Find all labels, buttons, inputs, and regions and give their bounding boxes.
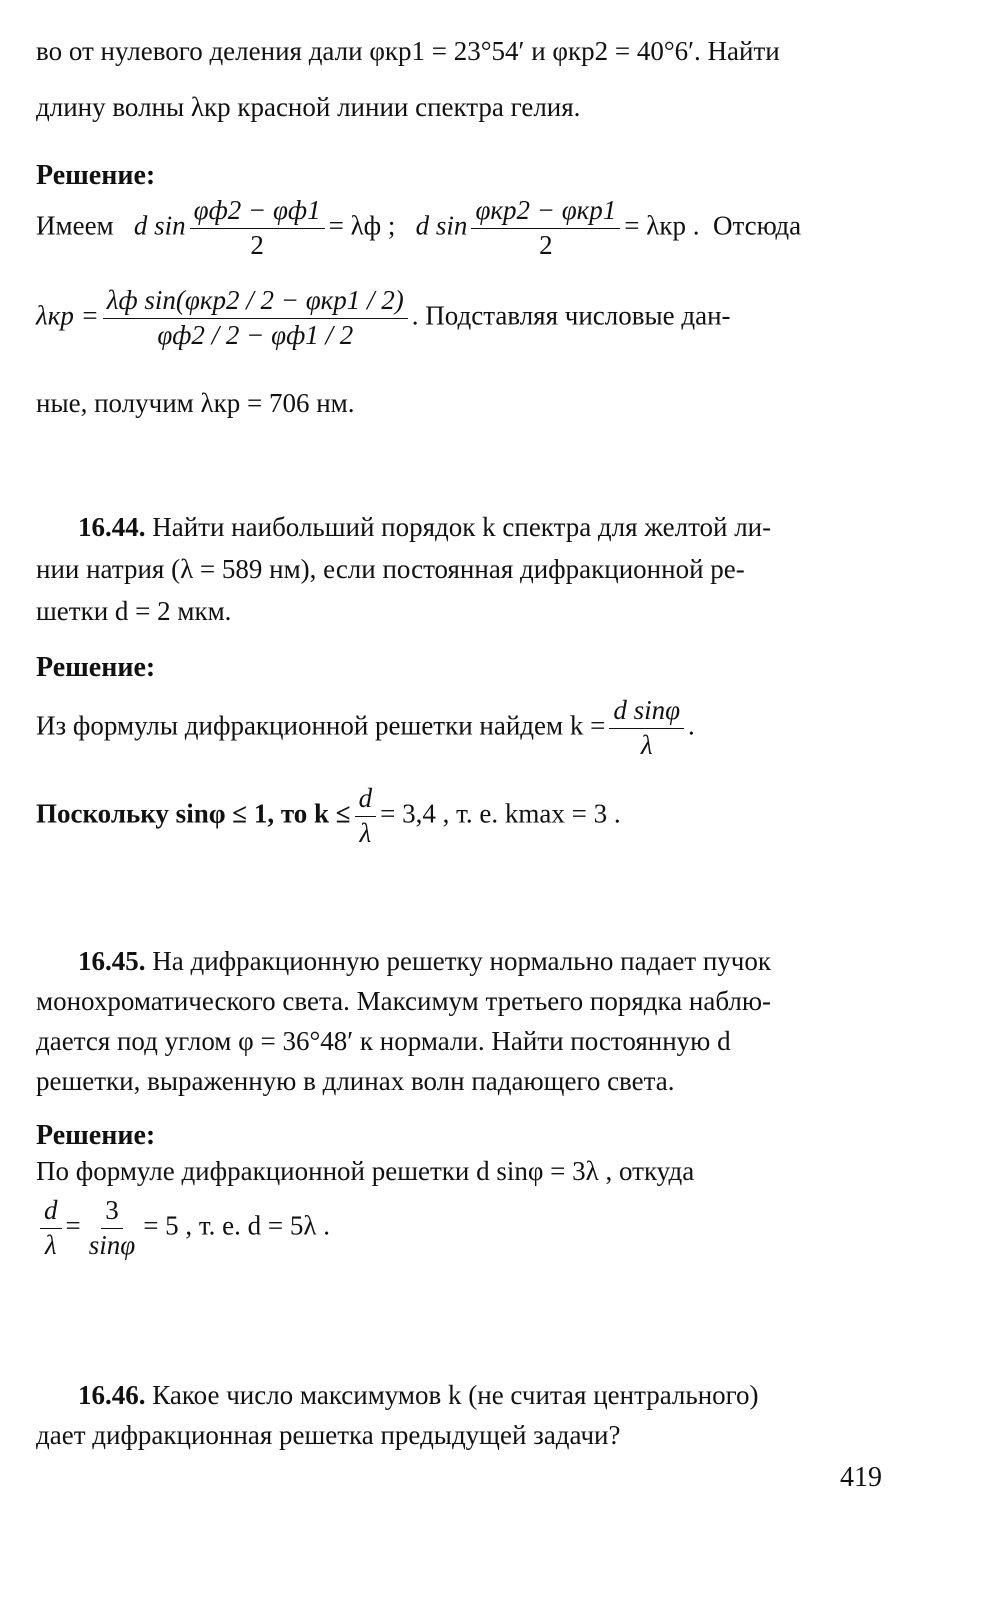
- equation-line: [36, 286, 731, 350]
- equation-text: = 5 , т. е. d = 5λ .: [143, 1210, 330, 1241]
- fraction-numerator: d sinφ: [609, 696, 684, 729]
- problem-line: [78, 512, 771, 543]
- text-line: во от нулевого деления дали φкр1 = 23°54′ и φкр2 = 40°6′. Найти: [36, 36, 780, 66]
- problem-line: нии натрия (λ = 589 нм), если постоянная дифракционной ре-: [36, 554, 745, 584]
- fraction: [85, 1196, 139, 1260]
- equation-line: Имеем d sin $\frac{\varphi ф2 - \varphi ф1}{2}$ = λф ; d sin $\frac{\text{φкр2 − φкр1}}{2}$ = λкр . Отсюда: [36, 195, 802, 260]
- problem-line: монохроматического света. Максимум третьего порядка наблю-: [36, 986, 772, 1016]
- fraction-denominator: λ: [44, 1229, 57, 1260]
- equation-text: = λф ;: [328, 210, 396, 241]
- equation-text: = 3,4 , т. е. kmax = 3 .: [380, 798, 621, 829]
- equation-text: Имеем: [36, 210, 114, 241]
- problem-line: дает дифракционная решетка предыдущей задачи?: [36, 1420, 621, 1450]
- fraction-numerator: d: [355, 784, 377, 817]
- solution-heading: Решение:: [36, 160, 156, 191]
- text-line: По формуле дифракционной решетки d sinφ = 3λ , откуда: [36, 1156, 695, 1186]
- equation-line: [36, 784, 621, 848]
- problem-number: 16.44.: [78, 512, 146, 542]
- text-line: ные, получим λкр = 706 нм.: [36, 388, 355, 418]
- problem-line: [78, 1380, 759, 1411]
- solution-heading: Решение:: [36, 1120, 156, 1151]
- fraction: [103, 286, 408, 350]
- equation-text: . Подставляя числовые дан-: [411, 300, 731, 331]
- text-line: длину волны λкр красной линии спектра гелия.: [36, 92, 581, 122]
- equation-text: Отсюда: [712, 210, 802, 241]
- fraction-denominator: sinφ: [88, 1229, 136, 1260]
- page-number: 419: [840, 1462, 882, 1493]
- fraction: [609, 696, 684, 760]
- problem-line: [78, 946, 771, 977]
- fraction-denominator: φф2 / 2 − φф1 / 2: [157, 319, 354, 350]
- fraction-numerator: φкр2 − φкр1: [471, 196, 620, 229]
- equation-text: λкр =: [36, 300, 99, 331]
- solution-heading: Решение:: [36, 652, 156, 683]
- equation-line: Из формулы дифракционной решетки найдем k = $\frac{\text{d sinφ}}{\lambda}$ .: [36, 695, 695, 760]
- equation-text: Из формулы дифракционной решетки найдем k =: [36, 710, 606, 741]
- problem-text: Найти наибольший порядок k спектра для желтой ли-: [152, 512, 772, 542]
- fraction-numerator: λф sin(φкр2 / 2 − φкр1 / 2): [103, 286, 408, 319]
- fraction: [190, 196, 325, 260]
- fraction-numerator: d: [40, 1196, 62, 1229]
- fraction-denominator: 2: [539, 229, 553, 260]
- fraction-denominator: λ: [640, 729, 653, 760]
- problem-line: шетки d = 2 мкм.: [36, 596, 232, 626]
- fraction-numerator: φф2 − φф1: [190, 196, 325, 229]
- fraction: [355, 784, 377, 848]
- problem-line: решетки, выраженную в длинах волн падающего света.: [36, 1066, 675, 1096]
- fraction-denominator: λ: [359, 817, 372, 848]
- problem-text: Какое число максимумов k (не считая центрального): [152, 1380, 759, 1410]
- equation-text: = λкр .: [624, 210, 700, 241]
- problem-text: На дифракционную решетку нормально падает пучок: [152, 946, 772, 976]
- problem-line: дается под углом φ = 36°48′ к нормали. Найти постоянную d: [36, 1026, 731, 1056]
- equation-line: $\frac{d}{\lambda}$ = $\frac{3}{\sin\varphi}$ = 5 , т. е. d = 5λ .: [36, 1196, 330, 1260]
- fraction-denominator: 2: [250, 229, 264, 260]
- fraction: [471, 196, 620, 260]
- problem-number: 16.46.: [78, 1380, 146, 1410]
- problem-number: 16.45.: [78, 946, 146, 976]
- fraction: [40, 1196, 62, 1260]
- equation-text: Поскольку sinφ ≤ 1, то k ≤: [36, 798, 351, 829]
- fraction-numerator: 3: [101, 1196, 123, 1229]
